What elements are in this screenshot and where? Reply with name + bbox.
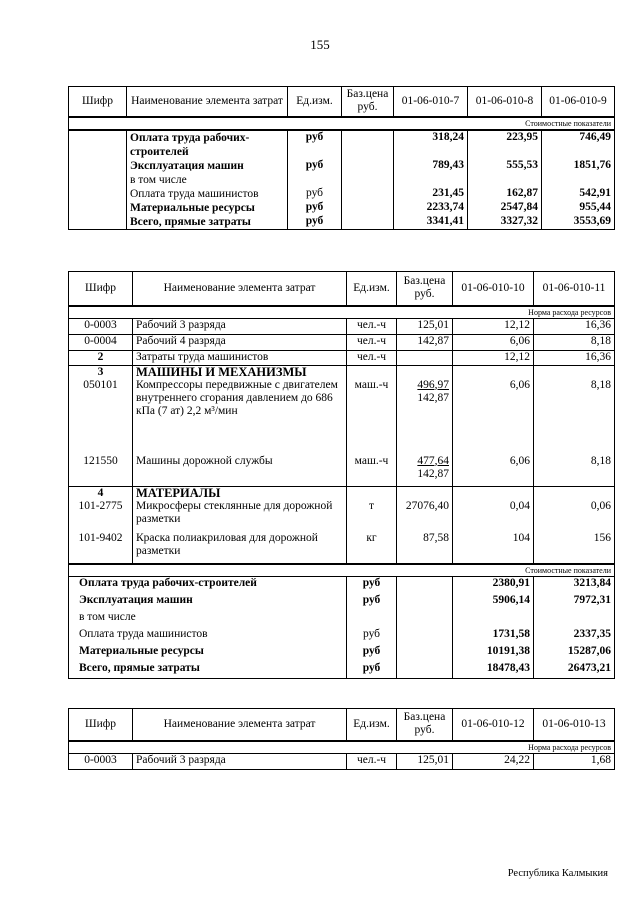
row-code bbox=[69, 215, 127, 230]
row-value-1 bbox=[394, 173, 468, 187]
row-code bbox=[69, 173, 127, 187]
row-code: 101-2775 bbox=[69, 500, 133, 532]
row-value-1: 318,24 bbox=[394, 130, 468, 159]
row-value-1: 6,06 bbox=[453, 379, 534, 455]
subheader-row bbox=[69, 117, 615, 130]
header-unit: Ед.изм. bbox=[347, 709, 397, 741]
row-value-2: 0,06 bbox=[534, 500, 615, 532]
header-code: Шифр bbox=[69, 272, 133, 306]
row-value-2: 3327,32 bbox=[468, 215, 542, 230]
page-number: 155 bbox=[310, 37, 330, 52]
row-name: Краска полиакриловая для дорожной разметки bbox=[133, 532, 347, 564]
row-price bbox=[397, 628, 453, 645]
cost-row bbox=[69, 594, 615, 611]
row-unit: т bbox=[347, 500, 397, 532]
row-name: в том числе bbox=[69, 611, 347, 628]
row-code: 101-9402 bbox=[69, 532, 133, 564]
row-value-2: 2547,84 bbox=[468, 201, 542, 215]
row-unit: руб bbox=[288, 159, 342, 173]
row-value-2: 16,36 bbox=[534, 318, 615, 334]
row-value-2: 223,95 bbox=[468, 130, 542, 159]
table-header-row bbox=[69, 709, 615, 741]
row-unit: чел.-ч bbox=[347, 753, 397, 769]
header-col-1: 01-06-010-7 bbox=[394, 87, 468, 117]
machine-row bbox=[69, 455, 615, 487]
row-unit: маш.-ч bbox=[347, 455, 397, 487]
header-price: Баз.цена руб. bbox=[397, 272, 453, 306]
labor-rows bbox=[69, 318, 615, 350]
row-unit: руб bbox=[347, 577, 397, 594]
machinist-v2: 16,36 bbox=[534, 350, 615, 365]
row-name: Оплата труда рабочих-строителей bbox=[127, 130, 288, 159]
row-value-3: 955,44 bbox=[542, 201, 615, 215]
row-unit: руб bbox=[288, 130, 342, 159]
row-name-text: Машины дорожной службы bbox=[136, 454, 273, 467]
row-unit: руб bbox=[347, 645, 397, 662]
table-row bbox=[69, 201, 615, 215]
row-price bbox=[342, 159, 394, 173]
header-unit: Ед.изм. bbox=[288, 87, 342, 117]
machinist-row bbox=[69, 350, 615, 365]
row-unit: чел.-ч bbox=[347, 334, 397, 350]
subheader-norm: Норма расхода ресурсов bbox=[69, 306, 615, 319]
row-unit: руб bbox=[347, 662, 397, 679]
table-row bbox=[69, 173, 615, 187]
header-price: Баз.цена руб. bbox=[397, 709, 453, 741]
row-name: Эксплуатация машин bbox=[127, 159, 288, 173]
row-price: 142,87 bbox=[397, 334, 453, 350]
row-unit: кг bbox=[347, 532, 397, 564]
row-code bbox=[69, 187, 127, 201]
row-value-1: 2380,91 bbox=[453, 577, 534, 594]
table-header-row bbox=[69, 87, 615, 117]
header-code: Шифр bbox=[69, 709, 133, 741]
header-col-2: 01-06-010-11 bbox=[534, 272, 615, 306]
row-name: в том числе bbox=[127, 173, 288, 187]
row-price-machinist: 142,87 bbox=[417, 467, 449, 480]
row-code: 050101 bbox=[69, 379, 133, 455]
row-price bbox=[397, 594, 453, 611]
row-code: 121550 bbox=[69, 455, 133, 487]
row-value-3: 1851,76 bbox=[542, 159, 615, 173]
labor-row bbox=[69, 334, 615, 350]
table-row bbox=[69, 130, 615, 159]
row-name: Оплата труда машинистов bbox=[127, 187, 288, 201]
row-value-1: 231,45 bbox=[394, 187, 468, 201]
row-value-3: 746,49 bbox=[542, 130, 615, 159]
machine-row bbox=[69, 379, 615, 455]
subheader-cost: Стоимостные показатели bbox=[69, 564, 615, 577]
machinist-name: Затраты труда машинистов bbox=[133, 350, 347, 365]
row-name bbox=[133, 455, 347, 487]
row-value-1: 6,06 bbox=[453, 455, 534, 487]
header-name: Наименование элемента затрат bbox=[133, 272, 347, 306]
row-name: Эксплуатация машин bbox=[69, 594, 347, 611]
labor-row bbox=[69, 318, 615, 334]
row-value-2: 2337,35 bbox=[534, 628, 615, 645]
table-body bbox=[69, 753, 615, 769]
row-name: Оплата труда рабочих-строителей bbox=[69, 577, 347, 594]
machines-section-title: МАШИНЫ И МЕХАНИЗМЫ bbox=[133, 365, 347, 379]
row-price-machine: 496,97 bbox=[417, 378, 449, 391]
row-unit: руб bbox=[288, 215, 342, 230]
machinist-code: 2 bbox=[69, 350, 133, 365]
row-unit: чел.-ч bbox=[347, 318, 397, 334]
row-code bbox=[69, 201, 127, 215]
row-value-1: 0,04 bbox=[453, 500, 534, 532]
row-name: Материальные ресурсы bbox=[69, 645, 347, 662]
row-name: Рабочий 3 разряда bbox=[133, 318, 347, 334]
row-value-1: 6,06 bbox=[453, 334, 534, 350]
materials-section-row bbox=[69, 487, 615, 501]
material-row bbox=[69, 500, 615, 532]
row-name-text: Компрессоры передвижные с двигателем внутреннего сгорания давлением до 686 кПа (7 ат) 2,2 м³/мин bbox=[136, 378, 338, 417]
row-value-2: 8,18 bbox=[534, 455, 615, 487]
header-col-1: 01-06-010-10 bbox=[453, 272, 534, 306]
table-row bbox=[69, 159, 615, 173]
subheader-row bbox=[69, 741, 615, 754]
machines-section-code: 3 bbox=[69, 365, 133, 379]
machinist-unit: чел.-ч bbox=[347, 350, 397, 365]
row-value-1: 1731,58 bbox=[453, 628, 534, 645]
row-value-2: 7972,31 bbox=[534, 594, 615, 611]
row-price bbox=[397, 379, 453, 455]
row-value-1: 24,22 bbox=[453, 753, 534, 769]
row-value-1: 12,12 bbox=[453, 318, 534, 334]
header-name: Наименование элемента затрат bbox=[133, 709, 347, 741]
row-value-2: 1,68 bbox=[534, 753, 615, 769]
row-name: Всего, прямые затраты bbox=[127, 215, 288, 230]
table-header-row bbox=[69, 272, 615, 306]
materials-section-title: МАТЕРИАЛЫ bbox=[133, 487, 347, 501]
cost-row bbox=[69, 662, 615, 679]
row-value-2: 3213,84 bbox=[534, 577, 615, 594]
row-value-3 bbox=[542, 173, 615, 187]
row-value-2 bbox=[468, 173, 542, 187]
row-name: Оплата труда машинистов bbox=[69, 628, 347, 645]
header-col-2: 01-06-010-13 bbox=[534, 709, 615, 741]
row-price bbox=[342, 215, 394, 230]
row-name: Рабочий 4 разряда bbox=[133, 334, 347, 350]
subheader-norm: Норма расхода ресурсов bbox=[69, 741, 615, 754]
row-name: Материальные ресурсы bbox=[127, 201, 288, 215]
materials-section-code: 4 bbox=[69, 487, 133, 501]
cost-rows bbox=[69, 577, 615, 679]
row-value-1: 5906,14 bbox=[453, 594, 534, 611]
row-name: Всего, прямые затраты bbox=[69, 662, 347, 679]
row-value-1: 3341,41 bbox=[394, 215, 468, 230]
row-name: Рабочий 3 разряда bbox=[133, 753, 347, 769]
row-price bbox=[397, 611, 453, 628]
row-value-2: 156 bbox=[534, 532, 615, 564]
machine-rows bbox=[69, 379, 615, 487]
header-code: Шифр bbox=[69, 87, 127, 117]
cost-row bbox=[69, 645, 615, 662]
row-price: 87,58 bbox=[397, 532, 453, 564]
header-col-3: 01-06-010-9 bbox=[542, 87, 615, 117]
row-name bbox=[133, 379, 347, 455]
row-value-1: 104 bbox=[453, 532, 534, 564]
row-value-1: 10191,38 bbox=[453, 645, 534, 662]
row-code: 0-0003 bbox=[69, 753, 133, 769]
cost-row bbox=[69, 577, 615, 594]
row-value-3: 542,91 bbox=[542, 187, 615, 201]
row-code bbox=[69, 130, 127, 159]
row-unit: руб bbox=[347, 628, 397, 645]
table-body bbox=[69, 130, 615, 230]
row-price bbox=[342, 187, 394, 201]
machinist-v1: 12,12 bbox=[453, 350, 534, 365]
row-price: 125,01 bbox=[397, 753, 453, 769]
material-row bbox=[69, 532, 615, 564]
header-col-1: 01-06-010-12 bbox=[453, 709, 534, 741]
cost-row bbox=[69, 628, 615, 645]
row-value-1: 18478,43 bbox=[453, 662, 534, 679]
row-value-2: 8,18 bbox=[534, 379, 615, 455]
row-price bbox=[397, 577, 453, 594]
row-unit: руб bbox=[288, 201, 342, 215]
row-price bbox=[342, 173, 394, 187]
row-unit bbox=[288, 173, 342, 187]
row-unit: руб bbox=[347, 594, 397, 611]
table-row bbox=[69, 215, 615, 230]
header-name: Наименование элемента затрат bbox=[127, 87, 288, 117]
row-value-1: 2233,74 bbox=[394, 201, 468, 215]
cost-row bbox=[69, 611, 615, 628]
material-rows bbox=[69, 500, 615, 564]
machines-section-row bbox=[69, 365, 615, 379]
resource-table-2 bbox=[68, 271, 615, 679]
row-code: 0-0003 bbox=[69, 318, 133, 334]
row-name: Микросферы стеклянные для дорожной разметки bbox=[133, 500, 347, 532]
row-price-machine: 477,64 bbox=[417, 454, 449, 467]
row-value-2 bbox=[534, 611, 615, 628]
row-value-1 bbox=[453, 611, 534, 628]
row-value-3: 3553,69 bbox=[542, 215, 615, 230]
row-code bbox=[69, 159, 127, 173]
row-unit: маш.-ч bbox=[347, 379, 397, 455]
row-value-1: 789,43 bbox=[394, 159, 468, 173]
header-col-2: 01-06-010-8 bbox=[468, 87, 542, 117]
row-price-machinist: 142,87 bbox=[417, 391, 449, 404]
labor-row bbox=[69, 753, 615, 769]
cost-table-1 bbox=[68, 86, 615, 230]
subheader-cost: Стоимостные показатели bbox=[69, 117, 615, 130]
row-price: 27076,40 bbox=[397, 500, 453, 532]
row-value-2: 26473,21 bbox=[534, 662, 615, 679]
machinist-price bbox=[397, 350, 453, 365]
resource-table-3 bbox=[68, 708, 615, 770]
row-price bbox=[342, 201, 394, 215]
row-value-2: 15287,06 bbox=[534, 645, 615, 662]
row-price bbox=[397, 455, 453, 487]
subheader-row bbox=[69, 306, 615, 319]
table-row bbox=[69, 187, 615, 201]
row-unit bbox=[347, 611, 397, 628]
row-value-2: 8,18 bbox=[534, 334, 615, 350]
row-code: 0-0004 bbox=[69, 334, 133, 350]
row-price bbox=[342, 130, 394, 159]
header-unit: Ед.изм. bbox=[347, 272, 397, 306]
row-unit: руб bbox=[288, 187, 342, 201]
subheader-row bbox=[69, 564, 615, 577]
footer-region: Республика Калмыкия bbox=[507, 868, 608, 879]
row-value-2: 162,87 bbox=[468, 187, 542, 201]
row-price: 125,01 bbox=[397, 318, 453, 334]
row-price bbox=[397, 662, 453, 679]
header-price: Баз.цена руб. bbox=[342, 87, 394, 117]
row-price bbox=[397, 645, 453, 662]
row-value-2: 555,53 bbox=[468, 159, 542, 173]
